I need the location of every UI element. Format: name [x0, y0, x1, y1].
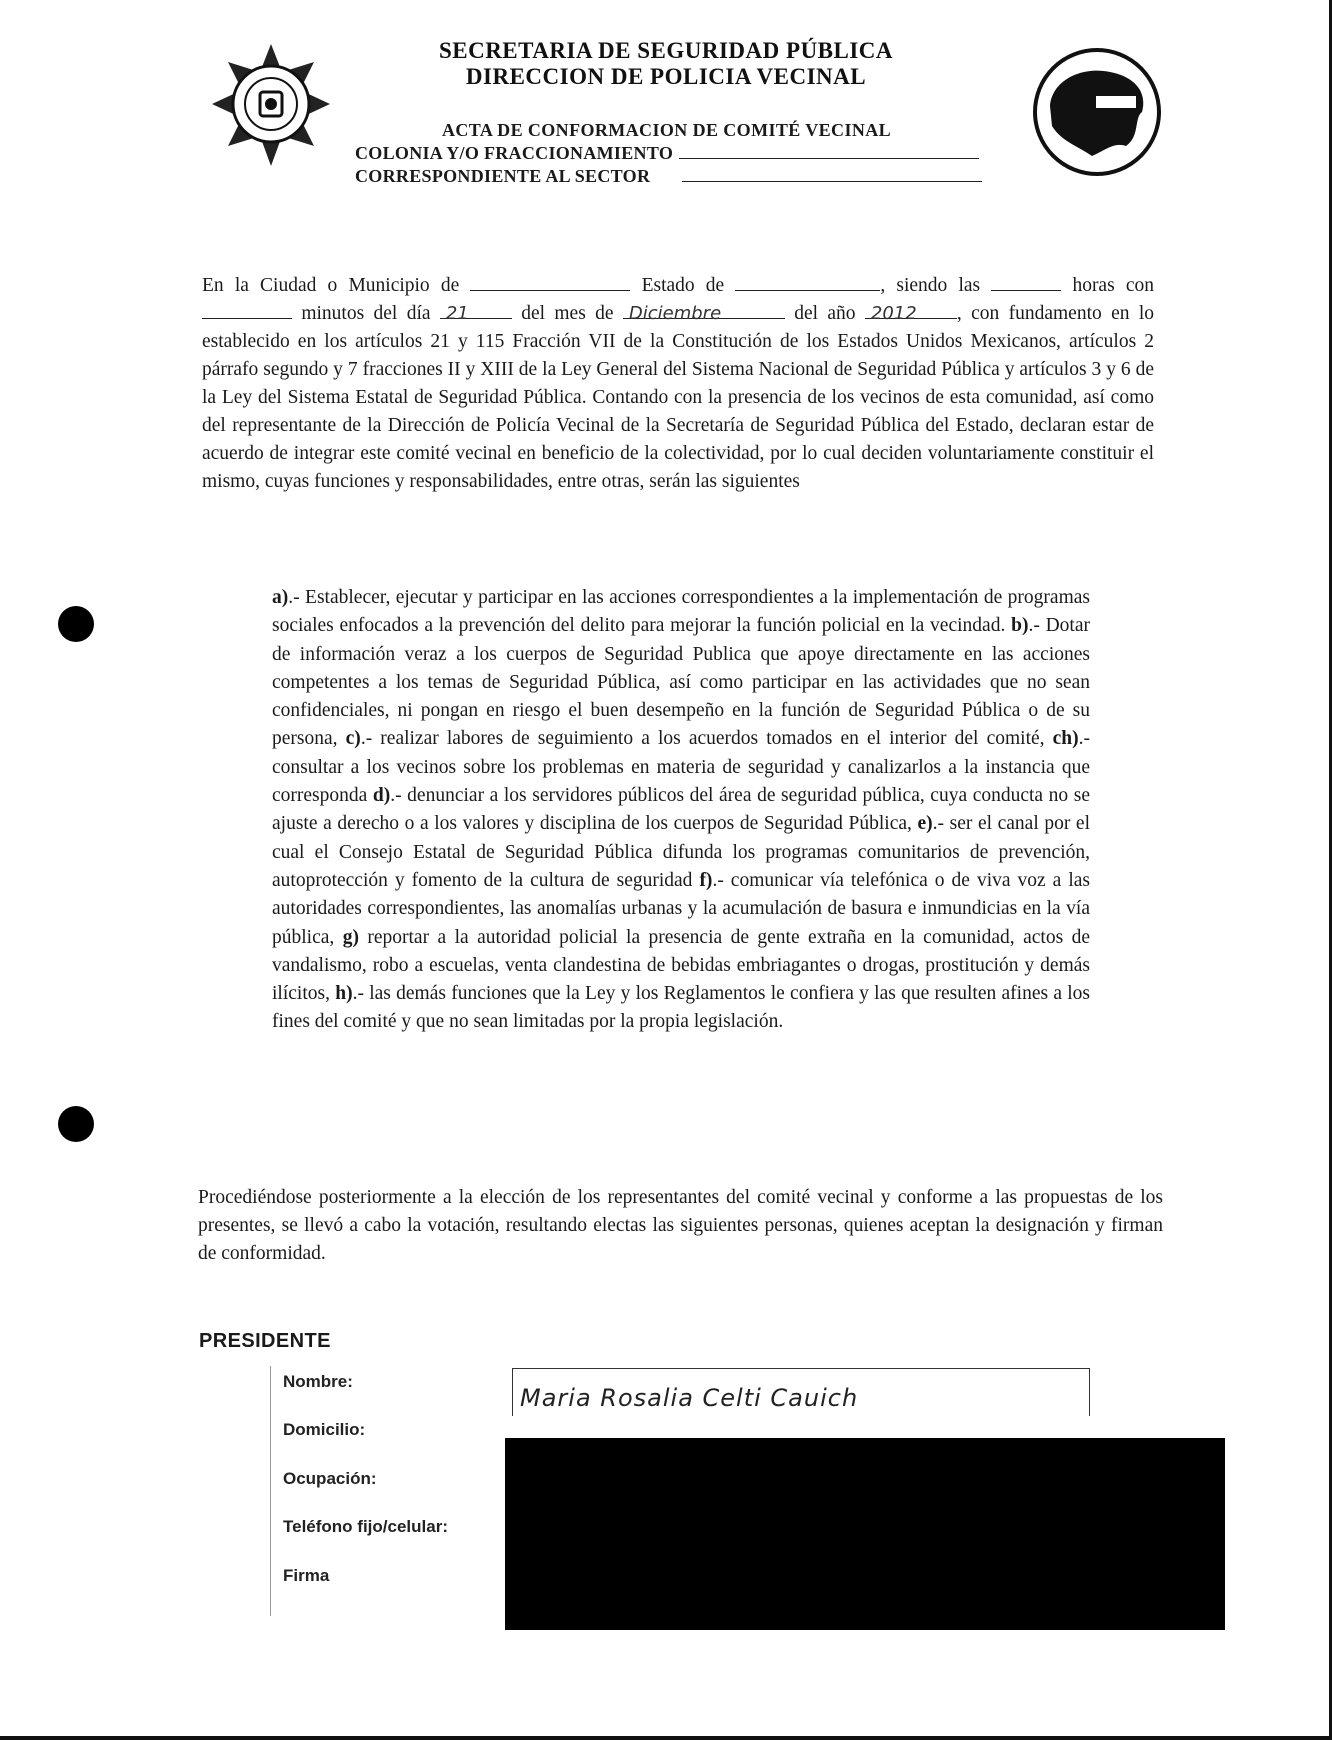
sector-line [355, 166, 982, 187]
closing-paragraph: Procediéndose posteriormente a la elección de los representantes del comité vecinal y conforme a las propuestas de los presentes, se llevó a cabo la votación, resultando electas las siguientes personas, quienes aceptan la designación y firman de conformidad. [198, 1187, 1163, 1264]
function-d: .- denunciar a los servidores públicos del área de seguridad pública, cuya conducta no se ajuste a derecho o a los valores y disciplina de los cuerpos de Seguridad Pública, [272, 785, 1090, 835]
intro-text-7: del año [794, 303, 856, 324]
function-ch: .- consultar a los vecinos sobre los problemas en materia de seguridad y canalizarlos a la instancia que corresponda [272, 728, 1091, 807]
colonia-label: COLONIA Y/O FRACCIONAMIENTO [355, 143, 674, 163]
acta-title: ACTA DE CONFORMACION DE COMITÉ VECINAL [442, 120, 892, 140]
intro-text-1: En la Ciudad o Municipio de [202, 275, 460, 296]
function-letter: c) [345, 728, 361, 750]
intro-text-6: del mes de [521, 303, 614, 324]
municipio-field[interactable] [470, 272, 630, 291]
intro-paragraph [202, 272, 1154, 496]
function-letter: b) [1011, 615, 1029, 637]
header-title-2: DIRECCION DE POLICIA VECINAL [465, 64, 867, 89]
function-f: .- comunicar vía telefónica o de viva voz a las autoridades correspondientes, las anomalías urbanas y la acumulación de basura e inmundicias en la vía pública, [272, 869, 1090, 948]
function-a: .- Establecer, ejecutar y participar en las acciones correspondientes a la implementación de programas sociales enfocados a la prevención del delito para mejorar la función policial en la vecindad. [272, 587, 1090, 637]
function-g: reportar a la autoridad policial la presencia de gente extraña en la comunidad, actos de vandalismo, robo a escuelas, venta clandestina de bebidas embriagantes o drogas, prostitución y demás ilícitos, [272, 926, 1090, 1005]
intro-text-2: Estado de [641, 275, 725, 296]
name-label: Nombre: [283, 1372, 353, 1391]
sector-label: CORRESPONDIENTE AL SECTOR [355, 166, 651, 186]
function-e: .- ser el canal por el cual el Consejo Estatal de Seguridad Pública difunda los programas comunitarios de prevención, autoprotección y fomento de la cultura de seguridad [272, 813, 1090, 891]
year-field[interactable]: 2012 [865, 300, 957, 319]
intro-text-5: minutos del día [301, 303, 431, 324]
function-letter: ch) [1052, 728, 1079, 750]
phone-label: Teléfono fijo/celular: [283, 1517, 448, 1536]
function-b: .- Dotar de información veraz a los cuerpos de Seguridad Publica que apoye directamente en las acciones competentes a los temas de Seguridad Pública, así como participar en las actividades que no sean confidenciales, ni pongan en riesgo el buen desempeño en la función de Seguridad Pública o de su persona, [272, 615, 1090, 750]
form-divider [270, 1366, 271, 1616]
address-label: Domicilio: [283, 1420, 366, 1439]
function-letter: f) [699, 869, 713, 891]
header-title-1: SECRETARIA DE SEGURIDAD PÚBLICA [438, 38, 894, 63]
function-letter: d) [372, 785, 391, 807]
hour-field[interactable] [991, 272, 1061, 291]
punch-hole [58, 606, 94, 642]
estado-field[interactable] [735, 272, 880, 291]
intro-text-3: , siendo las [880, 275, 981, 296]
function-c: .- realizar labores de seguimiento a los acuerdos tomados en el interior del comité, [360, 728, 1045, 750]
name-value: Maria Rosalia Celti Cauich [520, 1384, 859, 1412]
month-field[interactable]: Diciembre [623, 300, 785, 319]
colonia-field[interactable] [679, 146, 979, 159]
colonia-line [355, 143, 979, 164]
sector-field[interactable] [682, 169, 982, 182]
function-letter: g) [342, 926, 359, 948]
day-field[interactable]: 21 [440, 300, 512, 319]
occupation-label: Ocupación: [283, 1469, 377, 1488]
redaction-block [505, 1438, 1225, 1630]
signature-label: Firma [283, 1566, 330, 1585]
function-letter: h) [335, 983, 353, 1005]
function-letter: e) [917, 813, 933, 835]
function-letter: a) [272, 587, 289, 608]
intro-text-4: horas con [1072, 275, 1154, 296]
minutes-field[interactable] [202, 300, 292, 319]
functions-paragraph [272, 584, 1090, 1037]
function-h: .- las demás funciones que la Ley y los Reglamentos le confiera y las que resulten afines a los fines del comité y que no sean limitadas por la propia legislación. [272, 983, 1090, 1033]
president-heading: PRESIDENTE [199, 1330, 331, 1352]
punch-hole [58, 1106, 94, 1142]
intro-text-8: , con fundamento en lo establecido en los artículos 21 y 115 Fracción VII de la Constitución de los Estados Unidos Mexicanos, artículos 2 párrafo segundo y 7 fracciones II y XIII de la Ley General del Sistema Nacional de Seguridad Pública y artículos 3 y 6 de la Ley del Sistema Estatal de Seguridad Pública. Contando con la presencia de los vecinos de esta comunidad, así como del representante de la Dirección de Policía Vecinal de la Secretaría de Seguridad Pública del Estado, declaran estar de acuerdo de integrar este comité vecinal en beneficio de la colectividad, por lo cual deciden voluntariamente constituir el mismo, cuyas funciones y responsabilidades, entre otras, serán las siguientes [202, 303, 1154, 492]
